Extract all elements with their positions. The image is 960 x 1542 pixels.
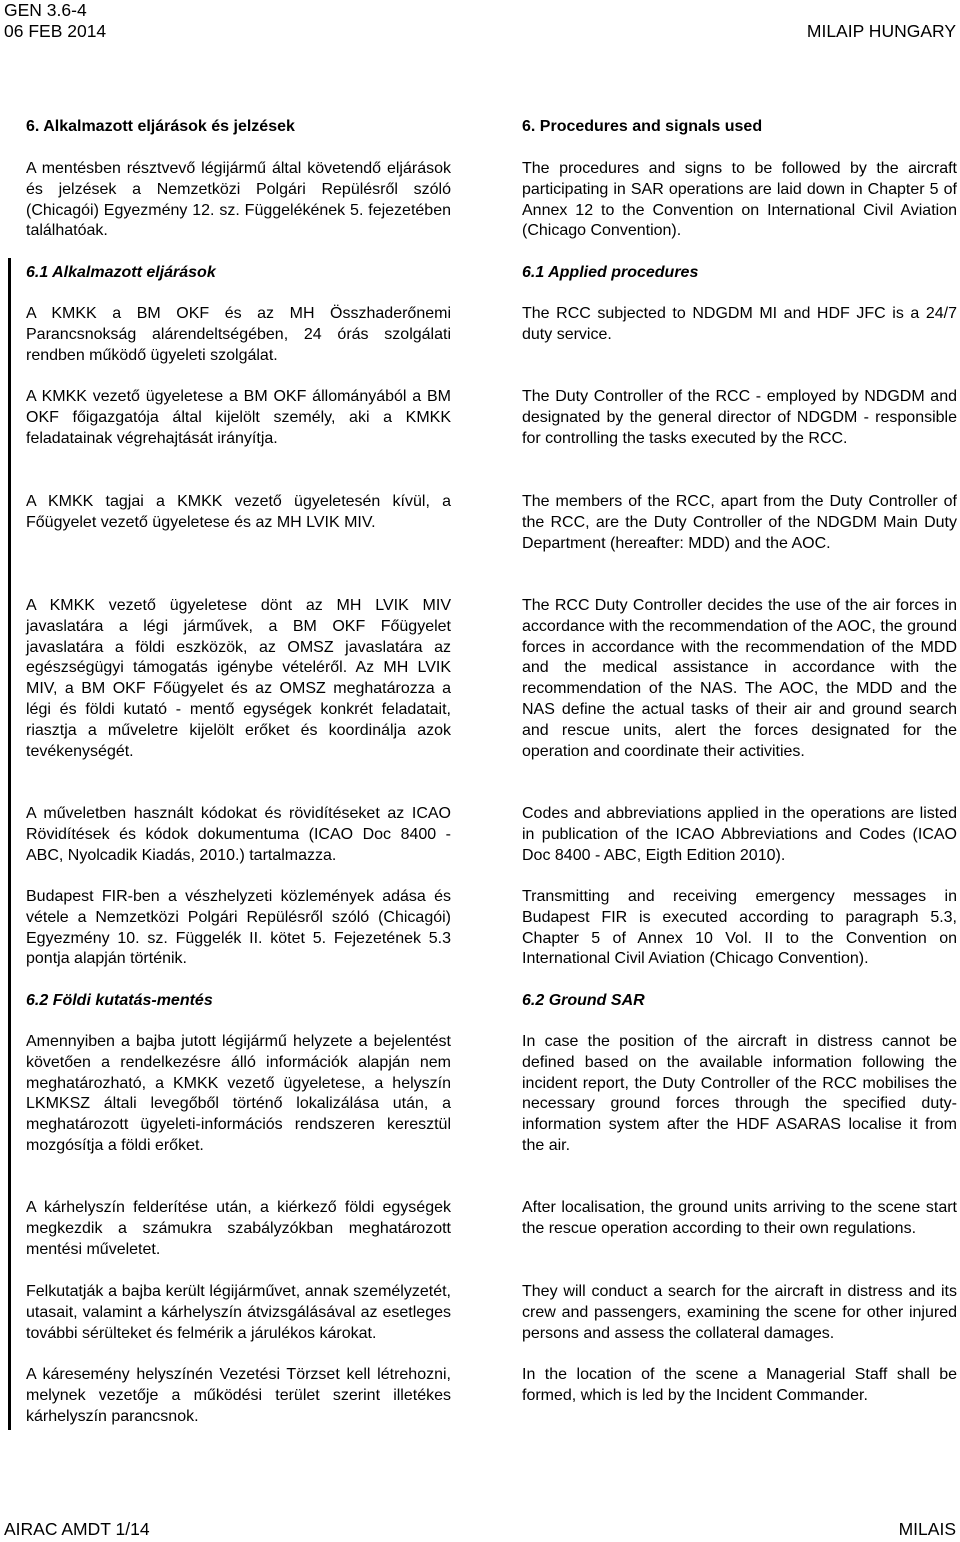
paragraph-kmkk-service: A KMKK a BM OKF és az MH Összhaderőnemi Parancsnokság alárendeltségében, 24 órás szolgálati rendben működő ügyeleti szolgálat. <box>26 305 451 364</box>
section-6-heading: 6. Procedures and signals used <box>522 118 763 135</box>
paragraph-duty-controller: A KMKK vezető ügyeletese a BM OKF állományából a BM OKF főigazgatója által kijelölt személy, aki a KMKK feladatainak végrehajtását irányítja. <box>26 388 451 447</box>
section-6-paragraph: A mentésben résztvevő légijármű által követendő eljárások és jelzések a Nemzetközi Polgári Repülésről szóló (Chicagói) Egyezmény 12. sz. Függelékének 5. fejezetében találhatóak. <box>26 160 451 240</box>
paragraph-localisation: A kárhelyszín felderítése után, a kiérkező földi egységek megkezdik a számukra szabályzókban meghatározott mentési műveletet. <box>26 1199 451 1258</box>
document-reference: GEN 3.6-4 <box>4 0 87 20</box>
paragraph-emergency-messages: Transmitting and receiving emergency messages in Budapest FIR is executed according to paragraph 5.3, Chapter 5 of Annex 10 Vol. II to the Convention on International Civil Aviation (Chicago Convention). <box>522 888 957 968</box>
paragraph-localisation: After localisation, the ground units arriving to the scene start the rescue operation according to their own regulations. <box>522 1199 957 1237</box>
paragraph-codes: Codes and abbreviations applied in the operations are listed in publication of the ICAO Abbreviations and Codes (ICAO Doc 8400 - ABC, Eigth Edition 2010). <box>522 805 957 864</box>
publisher-name: MILAIP HUNGARY <box>806 21 956 41</box>
header-left <box>4 0 106 42</box>
footer-organisation: MILAIS <box>898 1519 956 1539</box>
paragraph-search: Felkutatják a bajba került légijárművet, annak személyzetét, utasait, valamint a kárhelyszín átvizsgálásával az esetleges további sérülteket és felmérik a járulékos károkat. <box>26 1283 451 1342</box>
section-6-2-heading: 6.2 Ground SAR <box>522 992 645 1009</box>
paragraph-rcc-service: The RCC subjected to NDGDM MI and HDF JFC is a 24/7 duty service. <box>522 305 957 343</box>
section-6-2-heading: 6.2 Földi kutatás-mentés <box>26 992 213 1009</box>
page-header <box>0 0 960 48</box>
paragraph-members: A KMKK tagjai a KMKK vezető ügyeletesén kívül, a Főügyelet vezető ügyeletese és az MH LVIK MIV. <box>26 493 451 531</box>
paragraph-members: The members of the RCC, apart from the Duty Controller of the RCC, are the Duty Controller of the NDGDM Main Duty Department (hereafter: MDD) and the AOC. <box>522 493 957 552</box>
paragraph-ground-forces: Amennyiben a bajba jutott légijármű helyzete a bejelentést követően a rendelkezésre álló információk alapján nem meghatározható, a KMKK vezető ügyeletese, a helyszín LKMKSZ általi levegőből történő lokalizálása után, a meghatározott ügyeleti-információs rendszeren keresztül mozgósítja a földi erőket. <box>26 1033 451 1154</box>
publication-date: 06 FEB 2014 <box>4 21 107 41</box>
paragraph-codes: A műveletben használt kódokat és rövidítéseket az ICAO Rövidítések és kódok dokumentuma (ICAO Doc 8400 - ABC, Nyolcadik Kiadás, 2010.) tartalmazza. <box>26 805 451 864</box>
amendment-change-bar <box>8 258 11 1430</box>
paragraph-emergency-messages: Budapest FIR-ben a vészhelyzeti közlemények adása és vétele a Nemzetközi Polgári Repülésről szóló (Chicagói) Egyezmény 10. sz. Függelék II. kötet 5. Fejezetének 5.3 pontja alapján történik. <box>26 888 451 968</box>
amendment-reference: AIRAC AMDT 1/14 <box>4 1519 150 1539</box>
paragraph-decisions: A KMKK vezető ügyeletese dönt az MH LVIK MIV javaslatára a légi járművek, a BM OKF Főügyelet javaslatára a földi eszközök, az OMSZ javaslatára az egészségügyi támogatás igénybe vételéről. Az MH LVIK MIV, a BM OKF Főügyelet és az OMSZ meghatározza a légi és földi kutató - mentő egységek konkrét feladatait, riasztja a műveletre kijelölt erőket és koordinálja azok tevékenységét. <box>26 597 451 760</box>
paragraph-decisions: The RCC Duty Controller decides the use of the air forces in accordance with the recommendation of the AOC, the ground forces in accordance with the recommendation of the MDD and the medical assistance in accordance with the recommendation of the NAS. The AOC, the MDD and the NAS define the actual tasks of their air and ground search and rescue units, alert the forces designated for the operation and coordinate their activities. <box>522 597 957 760</box>
section-6-1-heading: 6.1 Applied procedures <box>522 264 699 281</box>
paragraph-search: They will conduct a search for the aircraft in distress and its crew and passengers, examining the scene for other injured persons and assess the collateral damages. <box>522 1283 957 1342</box>
paragraph-managerial-staff: A káresemény helyszínén Vezetési Törzset kell létrehozni, melynek vezetője a működési terület szerint illetékes kárhelyszín parancsnok. <box>26 1366 451 1425</box>
paragraph-managerial-staff: In the location of the scene a Managerial Staff shall be formed, which is led by the Incident Commander. <box>522 1366 957 1404</box>
section-6-paragraph: The procedures and signs to be followed by the aircraft participating in SAR operations are laid down in Chapter 5 of Annex 12 to the Convention on International Civil Aviation (Chicago Convention). <box>522 160 957 240</box>
paragraph-duty-controller: The Duty Controller of the RCC - employed by NDGDM and designated by the general director of NDGDM - responsible for controlling the tasks executed by the RCC. <box>522 388 957 447</box>
section-6-1-heading: 6.1 Alkalmazott eljárások <box>26 264 216 281</box>
section-6-heading: 6. Alkalmazott eljárások és jelzések <box>26 118 295 135</box>
paragraph-ground-forces: In case the position of the aircraft in distress cannot be defined based on the available information following the incident report, the Duty Controller of the RCC mobilises the necessary ground forces through the specified duty-information system after the HDF ASARAS localise it from the air. <box>522 1033 957 1154</box>
